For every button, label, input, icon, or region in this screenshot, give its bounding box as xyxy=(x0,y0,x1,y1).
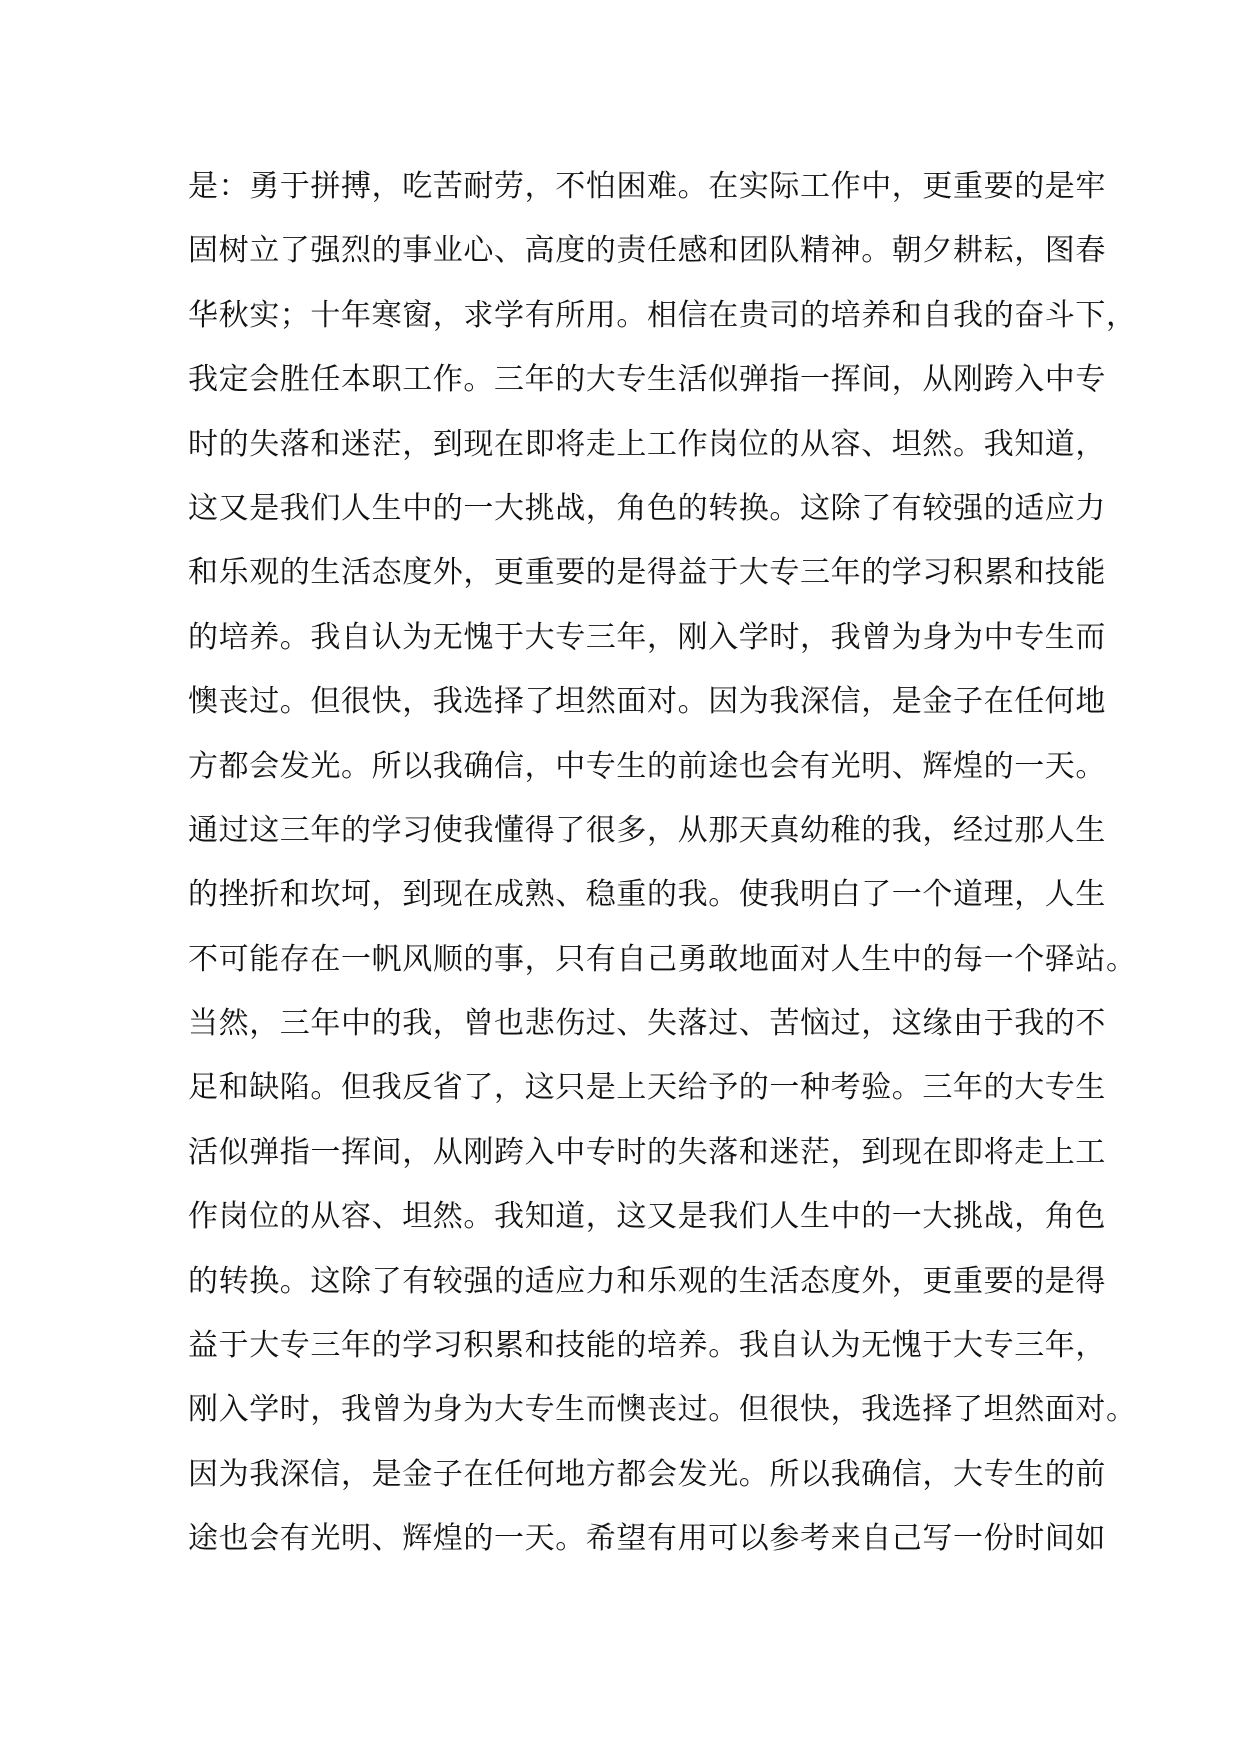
text-line: 刚入学时，我曾为身为大专生而懊丧过。但很快，我选择了坦然面对。 xyxy=(188,1392,1137,1428)
text-line: 方都会发光。所以我确信，中专生的前途也会有光明、辉煌的一天。 xyxy=(188,748,1106,784)
body-text xyxy=(188,155,1137,1572)
text-line: 这又是我们人生中的一大挑战，角色的转换。这除了有较强的适应力 xyxy=(188,490,1106,526)
text-line: 固树立了强烈的事业心、高度的责任感和团队精神。朝夕耕耘，图春 xyxy=(188,233,1106,269)
text-line: 懊丧过。但很快，我选择了坦然面对。因为我深信，是金子在任何地 xyxy=(188,684,1106,720)
text-line: 我定会胜任本职工作。三年的大专生活似弹指一挥间，从刚跨入中专 xyxy=(188,362,1106,398)
text-line: 的挫折和坎坷，到现在成熟、稳重的我。使我明白了一个道理，人生 xyxy=(188,877,1106,913)
text-line: 作岗位的从容、坦然。我知道，这又是我们人生中的一大挑战，角色 xyxy=(188,1199,1106,1235)
text-line: 途也会有光明、辉煌的一天。希望有用可以参考来自己写一份时间如 xyxy=(188,1521,1106,1557)
text-line: 华秋实；十年寒窗，求学有所用。相信在贵司的培养和自我的奋斗下， xyxy=(188,297,1137,333)
text-line: 当然，三年中的我，曾也悲伤过、失落过、苦恼过，这缘由于我的不 xyxy=(188,1006,1106,1042)
text-line: 是：勇于拼搏，吃苦耐劳，不怕困难。在实际工作中，更重要的是牢 xyxy=(188,169,1106,204)
text-line: 的转换。这除了有较强的适应力和乐观的生活态度外，更重要的是得 xyxy=(188,1263,1106,1299)
text-line: 益于大专三年的学习积累和技能的培养。我自认为无愧于大专三年， xyxy=(188,1328,1106,1364)
text-line: 不可能存在一帆风顺的事，只有自己勇敢地面对人生中的每一个驿站。 xyxy=(188,941,1137,977)
text-line: 活似弹指一挥间，从刚跨入中专时的失落和迷茫，到现在即将走上工 xyxy=(188,1134,1106,1170)
text-line: 的培养。我自认为无愧于大专三年，刚入学时，我曾为身为中专生而 xyxy=(188,619,1106,655)
text-line: 和乐观的生活态度外，更重要的是得益于大专三年的学习积累和技能 xyxy=(188,555,1106,591)
text-line: 足和缺陷。但我反省了，这只是上天给予的一种考验。三年的大专生 xyxy=(188,1070,1106,1106)
text-line: 时的失落和迷茫，到现在即将走上工作岗位的从容、坦然。我知道， xyxy=(188,426,1106,462)
text-line: 通过这三年的学习使我懂得了很多，从那天真幼稚的我，经过那人生 xyxy=(188,812,1106,848)
text-line: 因为我深信，是金子在任何地方都会发光。所以我确信，大专生的前 xyxy=(188,1456,1106,1492)
